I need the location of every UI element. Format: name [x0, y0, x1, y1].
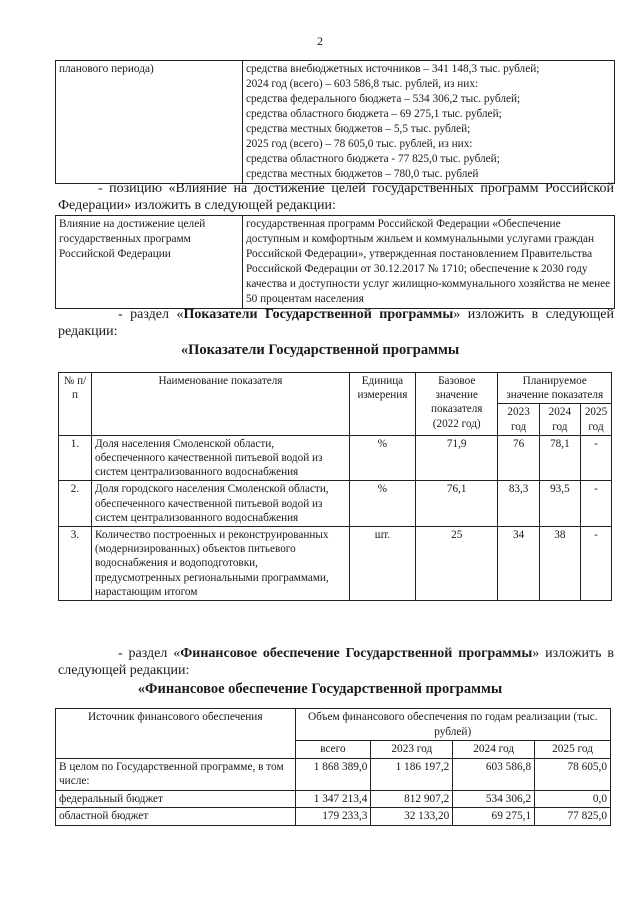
col-2023: 2023 год [371, 741, 453, 759]
funding-line: средства внебюджетных источников – 341 148,3 тыс. рублей; [246, 63, 540, 75]
col-2025: 2025 год [581, 404, 612, 435]
table-row: 3. Количество построенных и реконструированных (модернизированных) объектов питьевого водоснабжения и водоподготовки, предусмотренных региональными программами, нарастающим итогом шт. 25 34 38 - [59, 527, 612, 601]
table-row: 2. Доля городского населения Смоленской области, обеспеченного качественной питьевой водой из систем централизованного водоснабжения % 76,1 83,3 93,5 - [59, 481, 612, 527]
col-2024: 2024 год [539, 404, 580, 435]
indicators-header-row [59, 373, 612, 404]
col-unit: Единица измерения [349, 373, 415, 436]
col-2024: 2024 год [453, 741, 535, 759]
table-row: федеральный бюджет 1 347 213,4 812 907,2 534 306,2 0,0 [56, 790, 611, 808]
influence-table [55, 215, 615, 309]
funding-table [55, 60, 615, 184]
funding-line: 2025 год (всего) – 78 605,0 тыс. рублей, из них: [246, 138, 473, 150]
col-num: № п/п [59, 373, 92, 436]
influence-right-cell: государственная программ Российской Федерации «Обеспечение доступным и комфортным жильем и коммунальными услугами граждан Российской Федерации», утвержденная постановлением Правительства Российской Федерации от 30.12.2017 № 1710; обеспечение к 2030 году качества и доступности услуг жилищно-коммунального хозяйства не менее 50 процентам населения [243, 216, 615, 309]
funding-line: средства местных бюджетов – 5,5 тыс. рублей; [246, 123, 471, 135]
paragraph-finance: - раздел «Финансовое обеспечение Государственной программы» изложить в следующей редакции: [58, 646, 614, 678]
col-volume: Объем финансового обеспечения по годам реализации (тыс. рублей) [295, 709, 610, 741]
indicators-heading: «Показатели Государственной программы [180, 342, 460, 358]
funding-left-cell: планового периода) [56, 61, 243, 184]
col-total: всего [295, 741, 371, 759]
funding-line: 2024 год (всего) – 603 586,8 тыс. рублей, из них: [246, 78, 479, 90]
page-number: 2 [317, 34, 323, 48]
funding-line: средства местных бюджетов – 780,0 тыс. рублей [246, 168, 479, 180]
col-source: Источник финансового обеспечения [56, 709, 296, 759]
funding-line: средства областного бюджета – 69 275,1 тыс. рублей; [246, 108, 502, 120]
col-planned: Планируемое значение показателя [498, 373, 612, 404]
table-row: областной бюджет 179 233,3 32 133,20 69 275,1 77 825,0 [56, 808, 611, 826]
finance-section-title: Финансовое обеспечение Государственной программы [180, 646, 533, 661]
col-2025: 2025 год [535, 741, 611, 759]
table-row: 1. Доля населения Смоленской области, обеспеченного качественной питьевой водой из систем централизованного водоснабжения % 71,9 76 78,1 - [59, 435, 612, 481]
funding-line: средства областного бюджета - 77 825,0 тыс. рублей; [246, 153, 500, 165]
col-2023: 2023 год [498, 404, 539, 435]
influence-left-cell: Влияние на достижение целей государственных программ Российской Федерации [56, 216, 243, 309]
indicators-table [58, 372, 612, 601]
funding-line: средства федерального бюджета – 534 306,2 тыс. рублей; [246, 93, 521, 105]
table-row: В целом по Государственной программе, в том числе: 1 868 389,0 1 186 197,2 603 586,8 78 605,0 [56, 758, 611, 790]
indicators-section-title: Показатели Государственной программы [183, 307, 454, 322]
finance-heading: «Финансовое обеспечение Государственной программы [137, 681, 503, 697]
paragraph-indicators: - раздел «Показатели Государственной программы» изложить в следующей редакции: [58, 307, 614, 339]
col-name: Наименование показателя [92, 373, 350, 436]
funding-right-cell [243, 61, 615, 184]
finance-header-row [56, 709, 611, 741]
col-base: Базовое значение показателя (2022 год) [415, 373, 498, 436]
paragraph-influence: - позицию «Влияние на достижение целей государственных программ Российской Федерации» изложить в следующей редакции: [58, 181, 614, 213]
finance-table [55, 708, 611, 826]
